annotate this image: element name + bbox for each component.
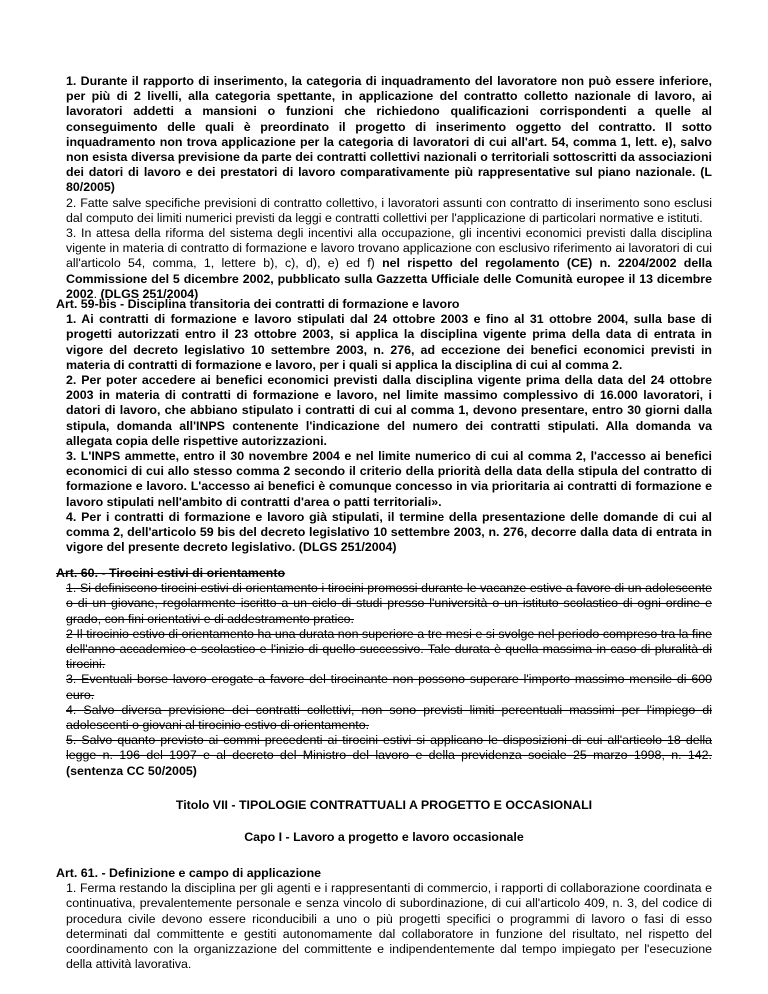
- article-59-tail: [56, 74, 712, 302]
- paragraph-59-3-text: 3. In attesa della riforma del sistema degli incentivi alla occupazione, gli incentivi economici previsti dalla disciplina vigente in materia di contratto di formazione e lavoro trovano applicazione con esclusivo riferimento ai lavoratori di cui all'articolo 54, comma, 1, lettere b), c), d), e) ed f): [66, 226, 712, 271]
- paragraph-59-2: 2. Fatte salve specifiche previsioni di contratto collettivo, i lavoratori assunti con contratto di inserimento sono esclusi dal computo dei limiti numerici previsti da leggi e contratti collettivi per l'applicazione di particolari normative e istituti.: [66, 195, 712, 225]
- paragraph-60-1: 1. Si definiscono tirocini estivi di orientamento i tirocini promossi durante le vacanze estive a favore di un adolescente o di un giovane, regolarmente iscritto a un ciclo di studi presso l'università o un istituto scolastico di ogni ordine e grado, con fini orientativi e di addestramento pratico.: [66, 581, 712, 626]
- paragraph-60-5: [56, 733, 712, 779]
- article-60: [56, 566, 712, 779]
- paragraph-59-3-ref: (DLGS 251/2004): [97, 286, 199, 301]
- paragraph-59-3-bold: nel rispetto del regolamento (CE) n. 2204/2002 della Commissione del 5 dicembre 2002, pubblicato sulla Gazzetta Ufficiale delle Comunità europee il 13 dicembre 2002: [66, 256, 713, 301]
- paragraph-60-3: 3. Eventuali borse lavoro erogate a favore del tirocinante non possono superare l'importo massimo mensile di 600 euro.: [66, 672, 712, 702]
- article-61: [56, 866, 712, 972]
- paragraph-59bis-2: 2. Per poter accedere ai benefici economici previsti dalla disciplina vigente prima della data del 24 ottobre 2003 in materia di contratti di formazione e lavoro, nel limite massimo complessivo di 16.000 lavoratori, i datori di lavoro, che abbiano stipulato i contratti di cui al comma 1, devono presentare, entro 30 giorni dalla stipula, domanda all'INPS contenente l'indicazione del numero dei contratti stipulati. Alla domanda va allegata copia delle rispettive autorizzazioni.: [66, 373, 712, 448]
- paragraph-59bis-4: 4. Per i contratti di formazione e lavoro già stipulati, il termine della presentazione delle domande di cui al comma 2, dell'articolo 59 bis del decreto legislativo 10 settembre 2003, n. 276, decorre dalla data di entrata in vigore del presente decreto legislativo. (DLGS 251/2004): [66, 509, 712, 555]
- paragraph-61-1: 1. Ferma restando la disciplina per gli agenti e i rappresentanti di commercio, i rapporti di collaborazione coordinata e continuativa, prevalentemente personale e senza vincolo di subordinazione, di cui all'articolo 409, n. 3, del codice di procedura civile devono essere riconducibili a uno o più progetti specifici o programmi di lavoro o fasi di esso determinati dal committente e gestiti autonomamente dal collaboratore in funzione del risultato, nel rispetto del coordinamento con la organizzazione del committente e indipendentemente dal tempo impiegato per l'esecuzione della attività lavorativa.: [66, 881, 712, 972]
- paragraph-60-5-text: 5. Salvo quanto previsto ai commi precedenti ai tirocini estivi si applicano le disposizioni di cui all'articolo 18 della legge n. 196 del 1997 e al decreto del Ministro del lavoro e della previdenza sociale 25 marzo 1998, n. 142.: [66, 733, 712, 763]
- paragraph-60-4: 4. Salvo diversa previsione dei contratti collettivi, non sono previsti limiti percentuali massimi per l'impiego di adolescenti o giovani al tirocinio estivo di orientamento.: [66, 702, 712, 733]
- title-vii: Titolo VII - TIPOLOGIE CONTRATTUALI A PROGETTO E OCCASIONALI: [175, 798, 593, 812]
- article-61-heading: Art. 61. - Definizione e campo di applicazione: [56, 866, 322, 880]
- paragraph-59bis-3: 3. L'INPS ammette, entro il 30 novembre 2004 e nel limite numerico di cui al comma 2, l'accesso ai benefici economici di cui allo stesso comma 2 secondo il criterio della priorità della data della stipula del contratto di formazione e lavoro. L'accesso ai benefici è comunque concesso in via prioritaria ai contratti di formazione e lavoro stipulati nell'ambito di contratti d'area o patti territoriali».: [66, 449, 712, 509]
- paragraph-59-3-dot: .: [93, 286, 98, 301]
- article-60-heading: Art. 60. - Tirocini estivi di orientamento: [56, 566, 286, 580]
- chapter-i: Capo I - Lavoro a progetto e lavoro occasionale: [244, 830, 524, 844]
- paragraph-60-5-ref: (sentenza CC 50/2005): [66, 763, 197, 778]
- article-59-bis: [56, 297, 712, 555]
- article-59-bis-heading: Art. 59-bis - Disciplina transitoria dei contratti di formazione e lavoro: [56, 297, 460, 311]
- paragraph-59-3: [56, 226, 712, 302]
- paragraph-60-2: 2 Il tirocinio estivo di orientamento ha una durata non superiore a tre mesi e si svolge nel periodo compreso tra la fine dell'anno accademico e scolastico e l'inizio di quello successivo. Tale durata è quella massima in caso di pluralità di tirocini.: [66, 626, 712, 672]
- paragraph-59-1: 1. Durante il rapporto di inserimento, la categoria di inquadramento del lavoratore non può essere inferiore, per più di 2 livelli, alla categoria spettante, in applicazione del contratto colletto nazionale di lavoro, ai lavoratori addetti a mansioni o funzioni che richiedono qualificazioni corrispondenti a quelle al conseguimento delle quali è preordinato il progetto di inserimento oggetto del contratto. Il sotto inquadramento non trova applicazione per la categoria di lavoratori di cui all'art. 54, comma 1, lett. e), salvo non esista diversa previsione da parte dei contratti collettivi nazionali o territoriali sottoscritti da associazioni dei datori di lavoro e dei prestatori di lavoro comparativamente più rappresentative sul piano nazionale. (L 80/2005): [66, 74, 712, 195]
- paragraph-59bis-1: 1. Ai contratti di formazione e lavoro stipulati dal 24 ottobre 2003 e fino al 31 ottobre 2004, sulla base di progetti autorizzati entro il 23 ottobre 2003, si applica la disciplina vigente prima della data di entrata in vigore del decreto legislativo 10 settembre 2003, n. 276, ad eccezione dei benefici economici previsti in materia di contratti di formazione e lavoro, per i quali si applica la disciplina di cui al comma 2.: [66, 312, 712, 372]
